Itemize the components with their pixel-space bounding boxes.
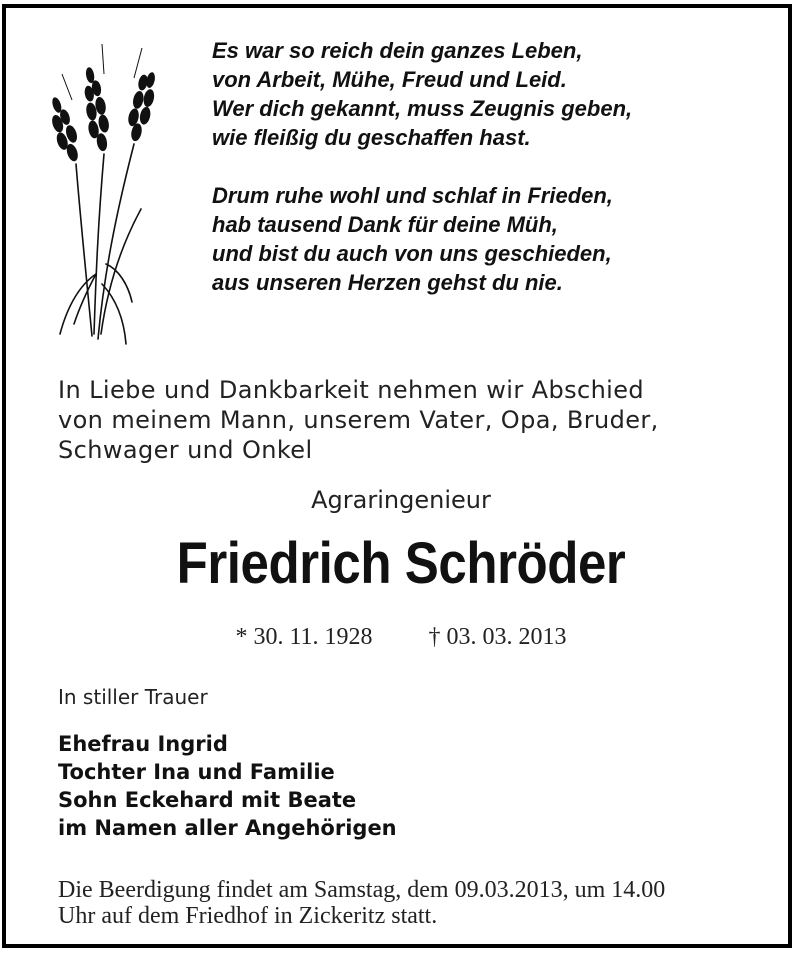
deceased-name: Friedrich Schröder — [176, 531, 626, 596]
birth-date: * 30. 11. 1928 — [235, 624, 373, 650]
poem-line: hab tausend Dank für deine Müh, — [212, 212, 558, 237]
poem-line: von Arbeit, Mühe, Freud und Leid. — [212, 67, 567, 92]
family-list — [58, 730, 397, 842]
family-member: Ehefrau Ingrid — [58, 732, 228, 756]
poem-stanza-1 — [212, 36, 772, 152]
poem-line: Wer dich gekannt, muss Zeugnis geben, — [212, 96, 633, 121]
family-member: Sohn Eckehard mit Beate — [58, 788, 357, 812]
funeral-line: Die Beerdigung findet am Samstag, dem 09.03.2013, um 14.00 — [58, 877, 666, 903]
farewell-intro — [58, 375, 778, 465]
wheat-icon — [46, 34, 156, 354]
poem-line: aus unseren Herzen gehst du nie. — [212, 270, 563, 295]
death-date: † 03. 03. 2013 — [428, 624, 567, 650]
funeral-notice — [58, 877, 778, 929]
poem-line: und bist du auch von uns geschieden, — [212, 241, 612, 266]
life-dates — [6, 624, 796, 651]
family-member: Tochter Ina und Familie — [58, 760, 335, 784]
family-member: im Namen aller Angehörigen — [58, 816, 397, 840]
poem-line: wie fleißig du geschaffen hast. — [212, 125, 531, 150]
intro-line: Schwager und Onkel — [58, 436, 313, 464]
poem — [212, 36, 772, 326]
poem-line: Drum ruhe wohl und schlaf in Frieden, — [212, 183, 613, 208]
profession: Agraringenieur — [311, 486, 491, 514]
obituary-frame — [2, 4, 792, 948]
intro-line: In Liebe und Dankbarkeit nehmen wir Abschied — [58, 376, 645, 404]
intro-line: von meinem Mann, unserem Vater, Opa, Bruder, — [58, 406, 659, 434]
poem-stanza-2 — [212, 181, 772, 297]
funeral-line: Uhr auf dem Friedhof in Zickeritz statt. — [58, 903, 438, 929]
poem-line: Es war so reich dein ganzes Leben, — [212, 38, 583, 63]
mourning-label: In stiller Trauer — [58, 685, 208, 709]
